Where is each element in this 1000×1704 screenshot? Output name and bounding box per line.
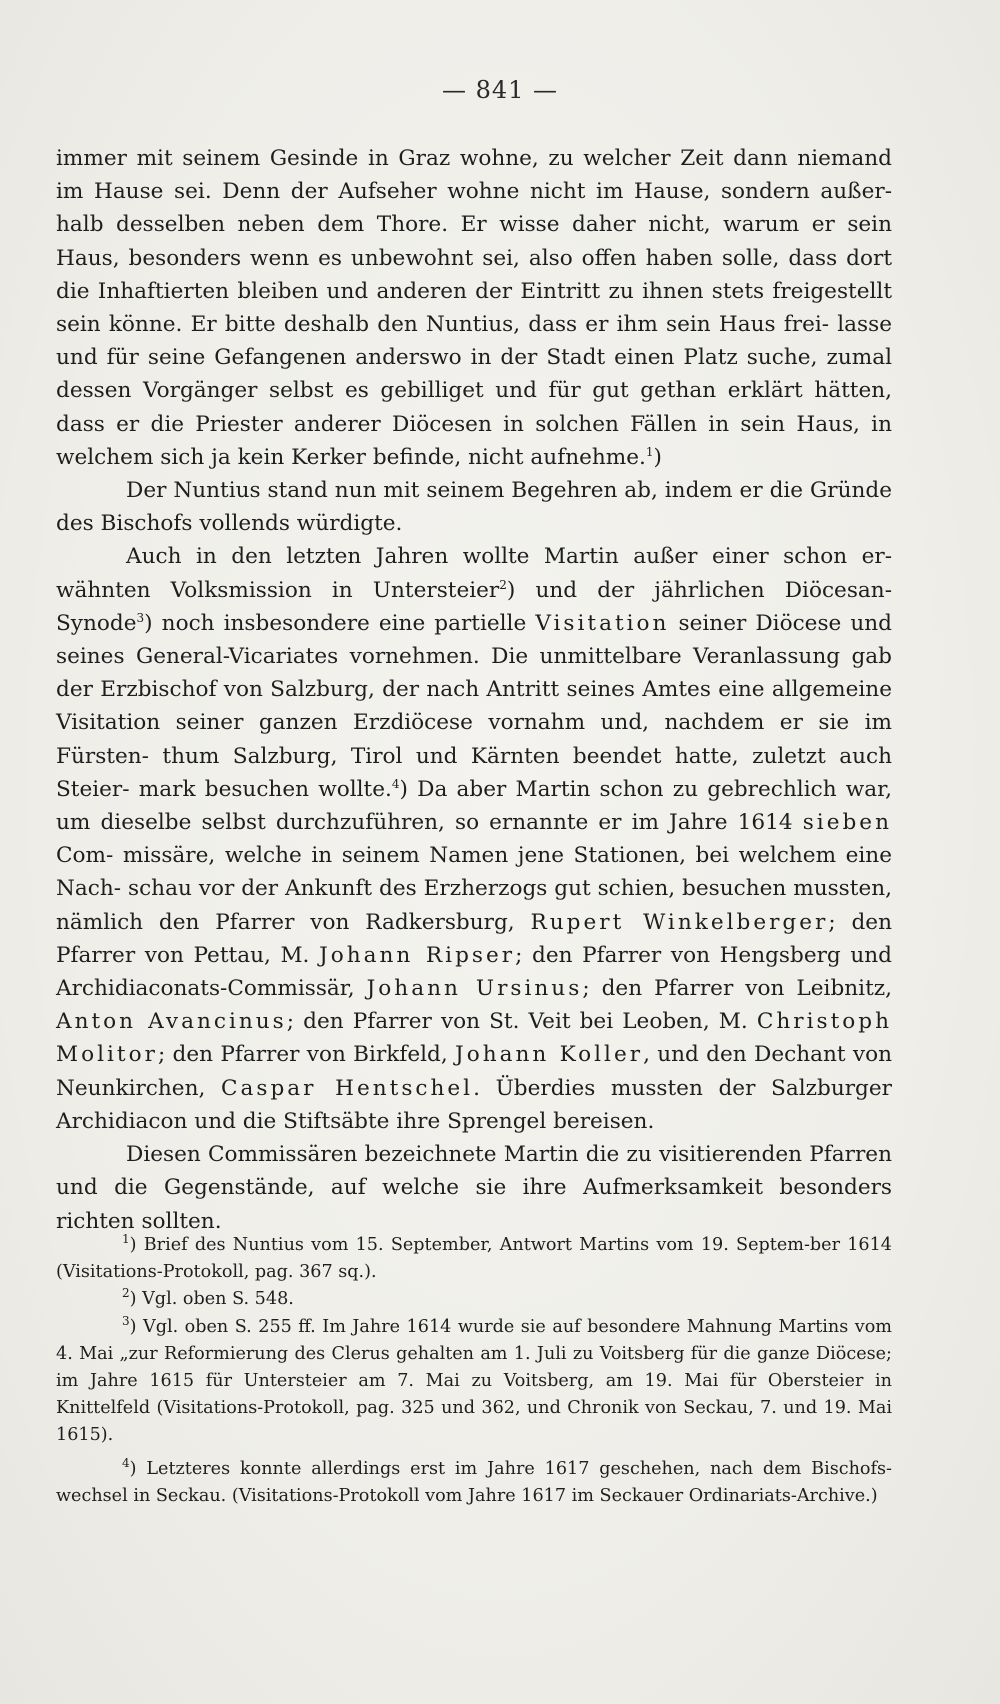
footnote-2: $^2$) Vgl. oben S. 548. — [122, 1286, 294, 1310]
person-name: Johann Ripser — [319, 942, 516, 968]
footnote-4: $^4$) Letzteres konnte allerdings erst im Jahre 1617 geschehen, nach dem Bischofs-wechsel in Seckau. (Visitations-Protokoll vom Jahre 1617 im Seckauer Ordinariats-Archive.) — [56, 1455, 892, 1506]
footnote-ref-1: 1 — [645, 444, 654, 459]
paragraph-2: Der Nuntius stand nun mit seinem Begehren ab, indem er die Gründe des Bischofs vollends würdigte. — [56, 478, 893, 537]
person-name: Johann Koller — [455, 1042, 644, 1068]
person-name: Rupert Winkelberger — [530, 909, 829, 935]
footnote-ref-3: 3 — [136, 610, 145, 625]
footnote-ref-4: 4 — [391, 776, 400, 791]
person-name: Johann Ursinus — [366, 976, 583, 1002]
paragraph-3: Auch in den letzten Jahren wollte Martin außer einer schon er- wähnten Volksmission in Untersteier$^2$) und der jährlichen Diöcesan-Synode$^3$) noch insbesondere eine partielle Visitation seiner Diöcese und seines General-Vicariates vornehmen. Die unmittelbare Veranlassung gab der Erzbischof von Salzburg, der nach Antritt seines Amtes eine allgemeine Visitation seiner ganzen Erzdiöcese vornahm und, nachdem er sie im Fürsten- thum Salzburg, Tirol und Kärnten beendet hatte, zuletzt auch Steier- mark besuchen wollte.$^4$) Da aber Martin schon zu gebrechlich war, um dieselbe selbst durchzuführen, so ernannte er im Jahre 1614 sieben Com- missäre, welche in seinem Namen jene Stationen, bei welchem eine Nach- schau vor der Ankunft des Erzherzogs gut schien, besuchen mussten, nämlich den Pfarrer von Radkersburg, Rupert Winkelberger; den Pfarrer von Pettau, M. Johann Ripser; den Pfarrer von Hengsberg und Archidiaconats-Commissär, Johann Ursinus; den Pfarrer von Leibnitz, Anton Avancinus; den Pfarrer von St. Veit bei Leoben, M. Christoph Molitor; den Pfarrer von Birkfeld, Johann Koller, und den Dechant von Neunkirchen, Caspar Hentschel. Überdies mussten der Salzburger Archidiacon und die Stiftsäbte ihre Sprengel bereisen. — [56, 544, 893, 1134]
footnote-1: $^1$) Brief des Nuntius vom 15. September, Antwort Martins vom 19. Septem-ber 1614 (Visitations-Protokoll, pag. 367 sq.). — [56, 1232, 892, 1283]
footnotes — [56, 1232, 892, 1510]
person-name: Molitor — [56, 1042, 158, 1068]
page-number: — 841 — — [441, 76, 559, 104]
person-name: Caspar Hentschel — [221, 1075, 474, 1101]
footnote-ref-2: 2 — [499, 577, 507, 592]
emphasis-visitation: Visitation — [535, 610, 670, 636]
paragraph-1: immer mit seinem Gesinde in Graz wohne, zu welcher Zeit dann niemand im Hause sei. Denn der Aufseher wohne nicht im Hause, sondern außer- halb desselben neben dem Thore. Er wisse daher nicht, warum er sein Haus, besonders wenn es unbewohnt sei, also offen haben solle, dass dort die Inhaftierten bleiben und anderen der Eintritt zu ihnen stets freigestellt sein könne. Er bitte deshalb den Nuntius, dass er ihm sein Haus frei- lasse und für seine Gefangenen anderswo in der Stadt einen Platz suche, zumal dessen Vorgänger selbst es gebilliget und für gut gethan erklärt hätten, dass er die Priester anderer Diöcesen in solchen Fällen in sein Haus, in welchem sich ja kein Kerker befinde, nicht aufnehme.$^1$) — [56, 146, 892, 470]
paragraph-4: Diesen Commissären bezeichnete Martin die zu visitierenden Pfarren und die Gegenstände, auf welche sie ihre Aufmerksamkeit besonders richten sollten. — [56, 1142, 893, 1234]
person-name: Anton Avancinus — [56, 1009, 287, 1035]
footnote-3: $^3$) Vgl. oben S. 255 ff. Im Jahre 1614 wurde sie auf besondere Mahnung Martins vom 4. Mai „zur Reformierung des Clerus gehalten am 1. Juli zu Voitsberg für die ganze Diöcese; im Jahre 1615 für Untersteier am 7. Mai zu Voitsberg, am 19. Mai für Obersteier in Knittelfeld (Visitations-Protokoll, pag. 325 und 362, und Chronik von Seckau, 7. und 19. Mai 1615). — [56, 1313, 892, 1446]
person-name: Christoph — [756, 1009, 892, 1035]
main-text — [56, 142, 892, 1238]
emphasis-sieben: sieben — [802, 810, 892, 836]
